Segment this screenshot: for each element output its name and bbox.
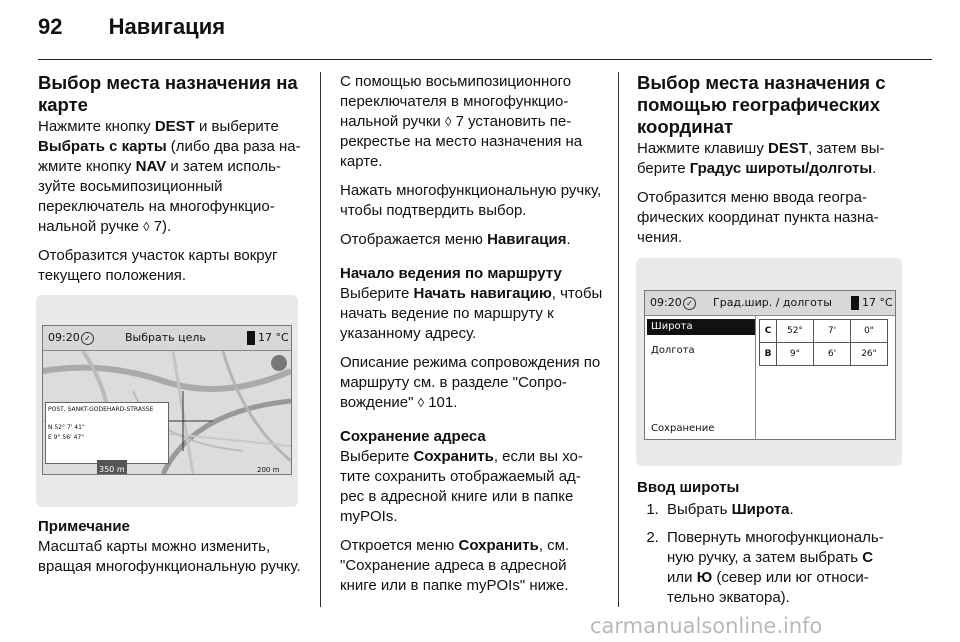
clock: 09:20 <box>650 296 682 309</box>
table-cell[interactable]: 9° <box>777 343 814 366</box>
paragraph: Выберите Начать навигацию, чтобы начать ведение по маршруту к указанному адресу. <box>340 285 603 342</box>
thermometer-icon <box>851 296 859 310</box>
paragraph: Выберите Сохранить, если вы хо-тите сохранить отображаемый ад-рес в адресной книге или в папке myPOIs. <box>340 448 583 525</box>
header-rule <box>38 59 932 60</box>
reference-arrow-icon: ◊ <box>444 114 452 129</box>
list-item: 2. Повернуть многофункциональ-ную ручку, а затем выбрать С или Ю (север или юг относи-тельно экватора). <box>663 528 901 608</box>
thermometer-icon <box>247 331 255 345</box>
menu-item-longitude[interactable]: Долгота <box>651 345 695 356</box>
section-title: Навигация <box>108 14 226 39</box>
map-screenshot <box>36 295 298 507</box>
paragraph: Отобразится меню ввода геогра-фических координат пункта назна-чения. <box>637 189 879 246</box>
menu-item-save[interactable]: Сохранение <box>651 423 715 434</box>
heading-save-address: Сохранение адреса <box>340 428 486 445</box>
paragraph: С помощью восьмипозиционного переключателя в многофункцио-нальной ручки ◊ 7 установить пе-рекрестье на место назначения на карте. <box>340 73 583 170</box>
screen-title: Выбрать цель <box>125 331 206 344</box>
watermark: carmanualsonline.info <box>590 614 823 638</box>
table-cell[interactable]: 6' <box>814 343 851 366</box>
table-row <box>760 320 888 343</box>
menu-item-latitude[interactable]: Широта <box>647 319 755 335</box>
heading-latitude-input: Ввод широты <box>637 479 740 496</box>
screen-title: Град.шир. / долготы <box>713 296 832 309</box>
paragraph: Отобразится участок карты вокруг текущего положения. <box>38 247 278 284</box>
temperature: 17 °C <box>862 296 893 309</box>
page-header <box>38 14 225 40</box>
paragraph: Нажмите клавишу DEST, затем вы-берите Градус широты/долготы. <box>637 140 885 177</box>
paragraph: Откроется меню Сохранить, см. "Сохранение адреса в адресной книге или в папке myPOIs" ниже. <box>340 537 570 594</box>
heading-map-destination: Выбор места назначения на карте <box>38 72 298 115</box>
map-screen <box>42 325 292 475</box>
note-text: Масштаб карты можно изменить, вращая многофункциональную ручку. <box>38 538 301 575</box>
column-2 <box>340 72 604 605</box>
reference-arrow-icon: ◊ <box>143 219 150 234</box>
clock: 09:20 <box>48 331 80 344</box>
screen-top-bar <box>645 291 895 316</box>
heading-start-guidance: Начало ведения по маршруту <box>340 265 562 282</box>
heading-coordinates: Выбор места назначения с помощью географических координат <box>637 72 886 137</box>
note-title: Примечание <box>38 518 130 535</box>
steps-list <box>637 500 901 608</box>
column-divider <box>320 72 321 607</box>
paragraph: Отображается меню Навигация. <box>340 231 571 248</box>
table-cell[interactable]: В <box>760 343 777 366</box>
table-cell[interactable]: С <box>760 320 777 343</box>
nav-icon: ✓ <box>683 297 696 310</box>
coordinates-screen <box>644 290 896 440</box>
table-cell[interactable]: 26" <box>851 343 888 366</box>
column-3 <box>637 72 901 616</box>
table-cell[interactable]: 0" <box>851 320 888 343</box>
list-item: 1. Выбрать Широта. <box>663 500 901 520</box>
paragraph: Нажать многофункциональную ручку, чтобы подтвердить выбор. <box>340 182 602 219</box>
column-1 <box>38 72 302 577</box>
address-text: POST, SANKT-GODEHARD-STRASSE <box>48 406 154 413</box>
table-row <box>760 343 888 366</box>
latitude-text: N 52° 7' 41" <box>48 424 85 431</box>
page-number: 92 <box>38 14 63 39</box>
coordinates-table <box>759 319 888 366</box>
paragraph: Описание режима сопровождения по маршруту см. в разделе "Сопро-вождение" ◊ 101. <box>340 354 601 411</box>
nav-icon: ✓ <box>81 332 94 345</box>
divider <box>755 315 756 439</box>
scale-label: 200 m <box>257 466 280 474</box>
reference-arrow-icon: ◊ <box>417 395 425 410</box>
address-popup <box>45 402 169 464</box>
longitude-text: E 9° 56' 47" <box>48 434 85 441</box>
paragraph: Нажмите кнопку DEST и выберите Выбрать с карты (либо два раза на-жмите кнопку NAV и затем исполь-зуйте восьмипозиционный переключатель на многофункцио-нальной ручке ◊ 7). <box>38 118 301 235</box>
screen-top-bar <box>43 326 291 351</box>
scale-label: 350 m <box>97 460 127 475</box>
table-cell[interactable]: 7' <box>814 320 851 343</box>
column-divider <box>618 72 619 607</box>
table-cell[interactable]: 52° <box>777 320 814 343</box>
temperature: 17 °C <box>258 331 289 344</box>
coordinates-screenshot <box>636 258 902 466</box>
